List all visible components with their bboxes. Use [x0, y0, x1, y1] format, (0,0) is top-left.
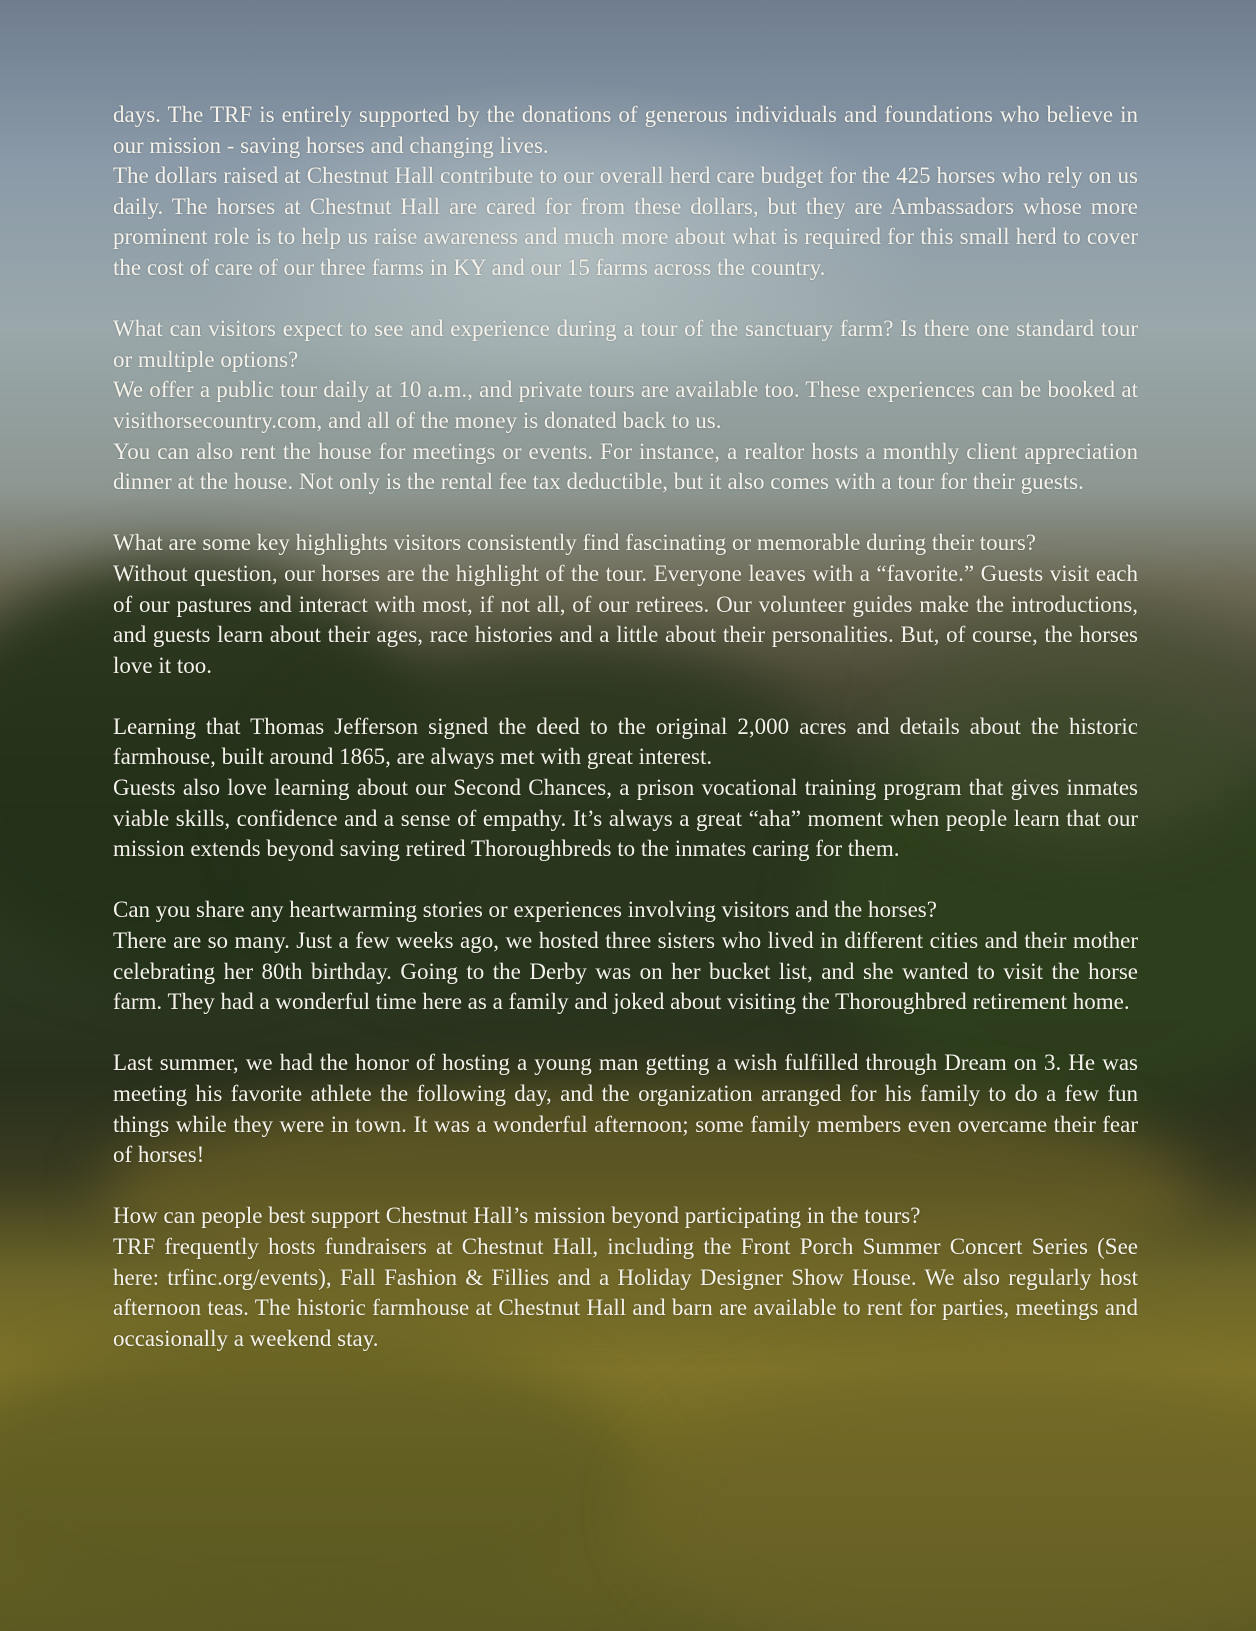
- interview-question: What are some key highlights visitors consistently find fascinating or memorable during their tours?: [113, 530, 1036, 556]
- paragraph-gap: [113, 1018, 1138, 1049]
- paragraph-gap: [113, 1171, 1138, 1202]
- article-paragraph: The dollars raised at Chestnut Hall contribute to our overall herd care budget for the 425 horses who rely on us daily. The horses at Chestnut Hall are cared for from these dollars, but they are Ambassadors whose more prominent role is to help us raise awareness and much more about what is required for this small herd to cover the cost of care of our three farms in KY and our 15 farms across the country.: [113, 163, 1138, 280]
- article-paragraph: days. The TRF is entirely supported by the donations of generous individuals and foundations who believe in our mission - saving horses and changing lives.: [113, 102, 1138, 158]
- paragraph-gap: [113, 865, 1138, 896]
- interview-question: How can people best support Chestnut Hall’s mission beyond participating in the tours?: [113, 1203, 921, 1229]
- field-highlight: [0, 1330, 640, 1630]
- paragraph-gap: [113, 681, 1138, 712]
- article-paragraph: You can also rent the house for meetings or events. For instance, a realtor hosts a monthly client appreciation dinner at the house. Not only is the rental fee tax deductible, but it also comes with a tour for their guests.: [113, 438, 1138, 495]
- article-paragraph: Guests also love learning about our Second Chances, a prison vocational training program that gives inmates viable skills, confidence and a sense of empathy. It’s always a great “aha” moment when people learn that our mission extends beyond saving retired Thoroughbreds to the inmates caring for them.: [113, 775, 1138, 862]
- article-paragraph: TRF frequently hosts fundraisers at Chestnut Hall, including the Front Porch Summer Concert Series (See here: trfinc.org/events), Fall Fashion & Fillies and a Holiday Designer Show House. We also regularly host afternoon teas. The historic farmhouse at Chestnut Hall and barn are available to rent for parties, meetings and occasionally a weekend stay.: [113, 1233, 1138, 1351]
- interview-question: Can you share any heartwarming stories or experiences involving visitors and the horses?: [113, 897, 937, 923]
- article-paragraph: Last summer, we had the honor of hosting a young man getting a wish fulfilled through Dream on 3. He was meeting his favorite athlete the following day, and the organization arranged for his family to do a few fun things while they were in town. It was a wonderful afternoon; some family members even overcame their fear of horses!: [113, 1050, 1138, 1168]
- interview-question: What can visitors expect to see and experience during a tour of the sanctuary farm? Is there one standard tour or multiple options?: [113, 316, 1138, 372]
- article-paragraph: There are so many. Just a few weeks ago, we hosted three sisters who lived in different cities and their mother celebrating her 80th birthday. Going to the Derby was on her bucket list, and she wanted to visit the horse farm. They had a wonderful time here as a family and joked about visiting the Thoroughbred retirement home.: [113, 928, 1138, 1015]
- article-paragraph: Learning that Thomas Jefferson signed the deed to the original 2,000 acres and details about the historic farmhouse, built around 1865, are always met with great interest.: [113, 713, 1138, 770]
- field-highlight: [640, 1360, 1256, 1631]
- article-body: [113, 100, 1138, 1354]
- article-paragraph: Without question, our horses are the highlight of the tour. Everyone leaves with a “favorite.” Guests visit each of our pastures and interact with most, if not all, of our retirees. Our volunteer guides make the introductions, and guests learn about their ages, race histories and a little about their personalities. But, of course, the horses love it too.: [113, 560, 1138, 678]
- paragraph-gap: [113, 498, 1138, 529]
- article-paragraph: We offer a public tour daily at 10 a.m., and private tours are available too. These experiences can be booked at visithorsecountry.com, and all of the money is donated back to us.: [113, 377, 1138, 433]
- paragraph-gap: [113, 284, 1138, 315]
